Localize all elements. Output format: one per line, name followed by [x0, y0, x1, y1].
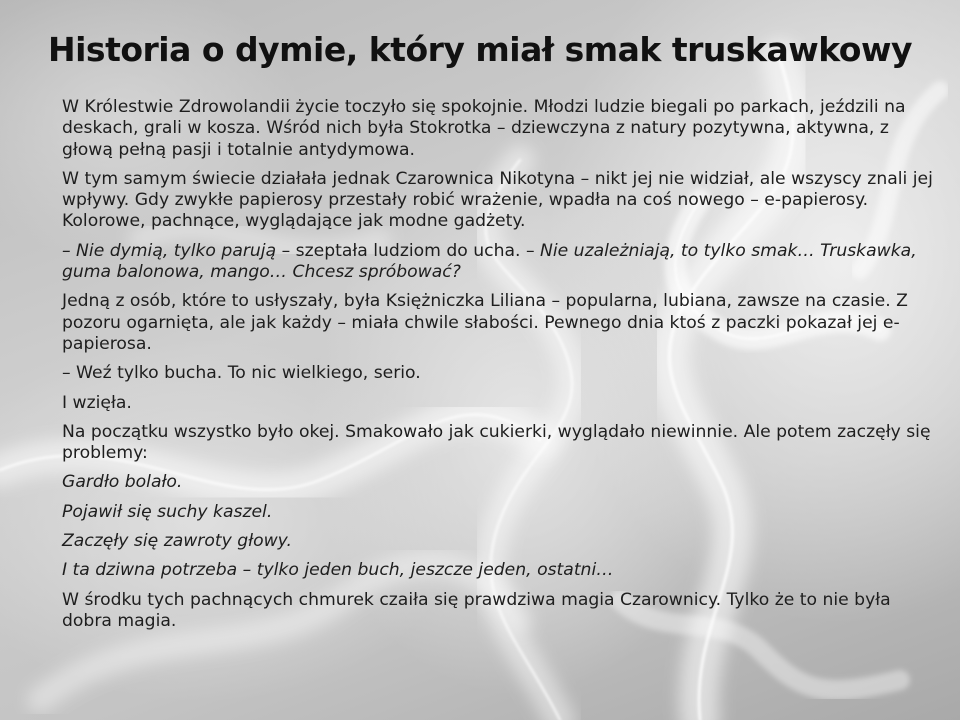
paragraph-whisper	[62, 241, 934, 284]
paragraph-conclusion: W środku tych pachnących chmurek czaiła się prawdziwa magia Czarownicy. Tylko że to nie była dobra magia.	[62, 589, 891, 631]
quote-part-2: Nie uzależniają, to tylko smak… Truskawka, guma balonowa, mango… Chcesz spróbować?	[62, 240, 917, 283]
paragraph-took: I wzięła.	[62, 392, 132, 413]
symptom-throat: Gardło bolało.	[62, 472, 183, 493]
paragraph-intro: W Królestwie Zdrowolandii życie toczyło się spokojnie. Młodzi ludzie biegali po parkach, jeździli na deskach, grali w kosza. Wśród nich była Stokrotka – dziewczyna z natury pozytywna, aktywna, z głową pełną pasji i totalnie antydymowa.	[62, 97, 906, 160]
slide-title: Historia o dymie, który miał smak truskawkowy	[48, 30, 912, 69]
symptom-craving: I ta dziwna potrzeba – tylko jeden buch, jeszcze jeden, ostatni…	[62, 560, 614, 581]
symptom-cough: Pojawił się suchy kaszel.	[62, 501, 273, 522]
paragraph-offer: – Weź tylko bucha. To nic wielkiego, serio.	[62, 363, 421, 384]
symptom-dizziness: Zaczęły się zawroty głowy.	[62, 531, 292, 552]
quote-narration: – szeptała ludziom do ucha. –	[276, 240, 540, 261]
paragraph-problems: Na początku wszystko było okej. Smakowało jak cukierki, wyglądało niewinnie. Ale potem zaczęły się problemy:	[62, 421, 931, 464]
slide-body	[62, 97, 934, 640]
quote-part-1: – Nie dymią, tylko parują	[62, 240, 277, 261]
paragraph-witch: W tym samym świecie działała jednak Czarownica Nikotyna – nikt jej nie widział, ale wszyscy znali jej wpływy. Gdy zwykłe papierosy przestały robić wrażenie, wpadła na coś nowego – e-papierosy. Kolorowe, pachnące, wyglądające jak modne gadżety.	[62, 168, 933, 232]
paragraph-liliana: Jedną z osób, które to usłyszały, była Księżniczka Liliana – popularna, lubiana, zawsze na czasie. Z pozoru ogarnięta, ale jak każdy – miała chwile słabości. Pewnego dnia ktoś z paczki pokazał jej e-papierosa.	[62, 291, 908, 354]
